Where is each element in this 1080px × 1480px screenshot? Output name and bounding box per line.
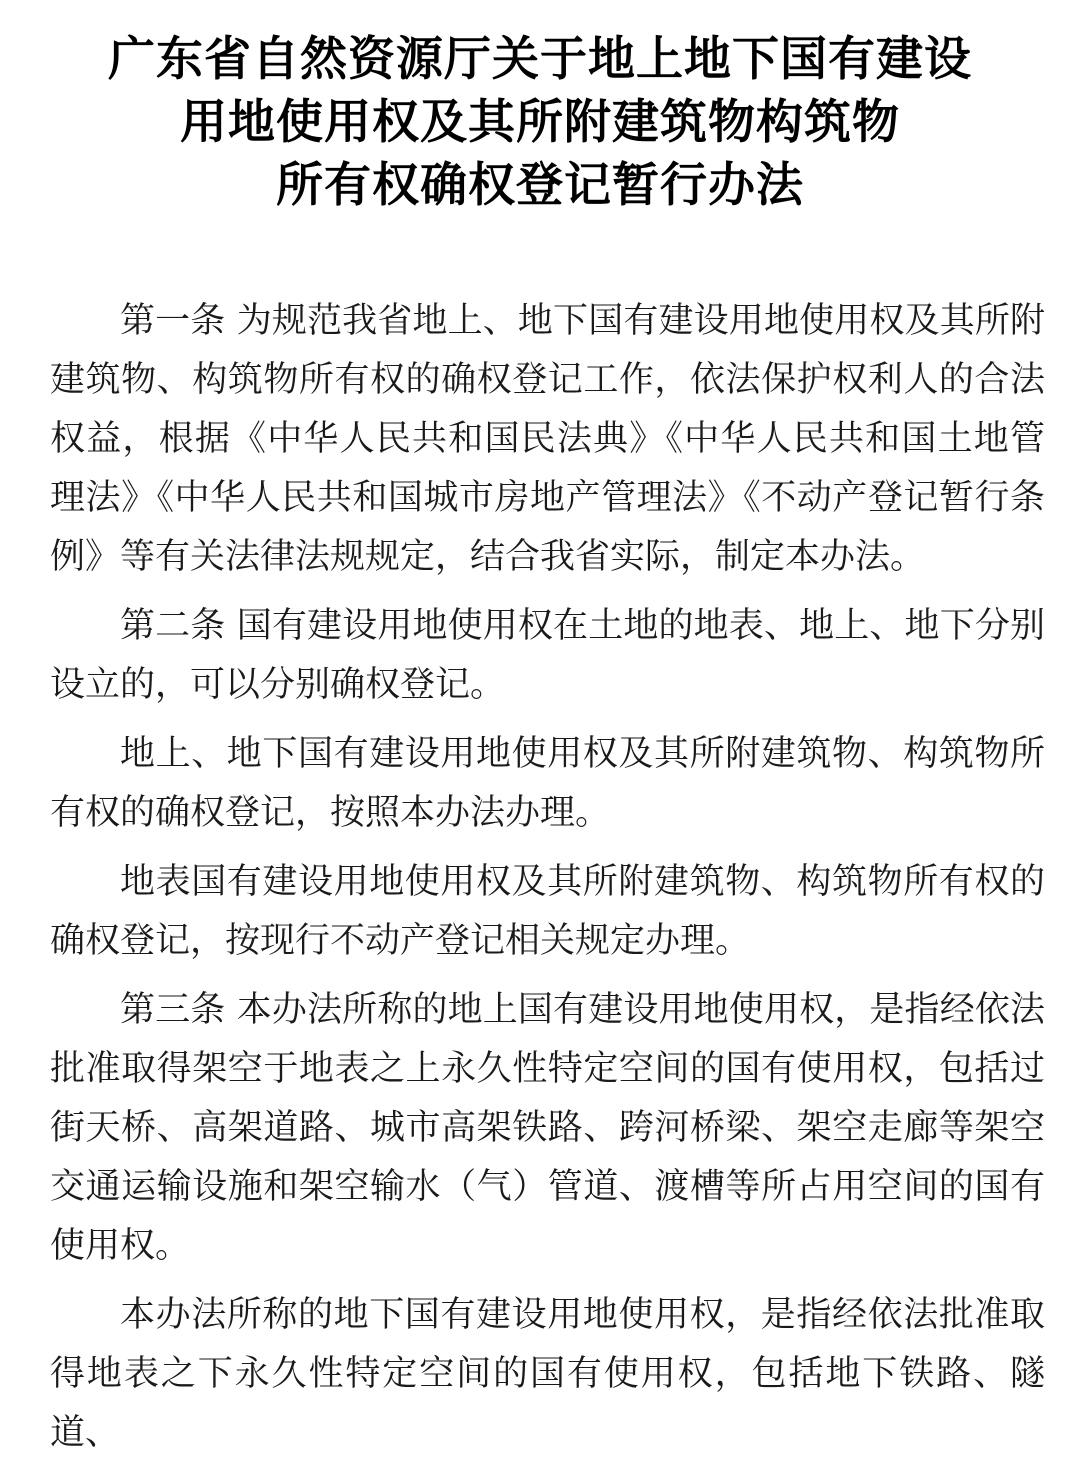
document-title [40,28,1040,217]
title-line-3: 所有权确权登记暂行办法 [276,158,804,213]
article-2-paragraph-2: 地上、地下国有建设用地使用权及其所附建筑物、构筑物所有权的确权登记，按照本办法办理。 [50,734,1045,833]
article-3-paragraph: 第三条 本办法所称的地上国有建设用地使用权，是指经依法批准取得架空于地表之上永久性特定空间的国有使用权，包括过街天桥、高架道路、城市高架铁路、跨河桥梁、架空走廊等架空交通运输设施和架空输水（气）管道、渡槽等所占用空间的国有使用权。 [50,990,1045,1266]
document-body [50,292,1045,1463]
article-2-paragraph: 第二条 国有建设用地使用权在土地的地表、地上、地下分别设立的，可以分别确权登记。 [50,606,1045,705]
article-3-paragraph-2: 本办法所称的地下国有建设用地使用权，是指经依法批准取得地表之下永久性特定空间的国有使用权，包括地下铁路、隧道、 [50,1295,1045,1453]
title-line-2: 用地使用权及其所附建筑物构筑物 [180,95,900,150]
article-2-paragraph-3: 地表国有建设用地使用权及其所附建筑物、构筑物所有权的确权登记，按现行不动产登记相关规定办理。 [50,862,1045,961]
article-1-paragraph: 第一条 为规范我省地上、地下国有建设用地使用权及其所附建筑物、构筑物所有权的确权登记工作，依法保护权利人的合法权益，根据《中华人民共和国民法典》《中华人民共和国土地管理法》《中华人民共和国城市房地产管理法》《不动产登记暂行条例》等有关法律法规规定，结合我省实际，制定本办法。 [50,301,1045,577]
title-line-1: 广东省自然资源厅关于地上地下国有建设 [108,32,972,87]
